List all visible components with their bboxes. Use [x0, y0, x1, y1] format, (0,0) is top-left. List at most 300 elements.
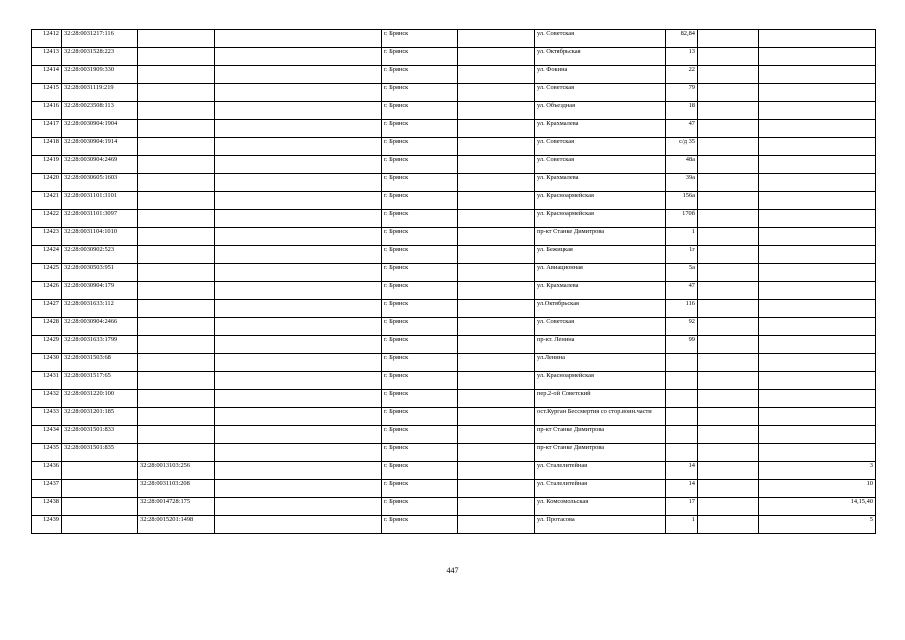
cadastral-number-cell — [62, 480, 138, 498]
row-number-cell: 12438 — [32, 498, 62, 516]
premises-cell — [759, 282, 876, 300]
table-row — [32, 120, 876, 138]
premises-cell — [759, 336, 876, 354]
street-cell: пр-кт Станке Димитрова — [535, 444, 666, 462]
city-cell: г. Брянск — [382, 318, 458, 336]
building-cadastral-cell — [138, 282, 215, 300]
premises-cell — [759, 390, 876, 408]
street-cell: пер.2-ой Советский — [535, 390, 666, 408]
cadastral-number-cell: 32:28:0031119:219 — [62, 84, 138, 102]
house-number-cell — [666, 372, 698, 390]
house-number-cell: 13 — [666, 48, 698, 66]
house-number-cell: 1 — [666, 516, 698, 534]
empty-cell — [215, 30, 382, 48]
cadastral-number-cell: 32:28:0031220:100 — [62, 390, 138, 408]
row-number-cell: 12416 — [32, 102, 62, 120]
empty-cell — [458, 336, 535, 354]
table-row — [32, 372, 876, 390]
building-cadastral-cell — [138, 120, 215, 138]
empty-cell — [698, 174, 759, 192]
table-row — [32, 408, 876, 426]
city-cell: г. Брянск — [382, 120, 458, 138]
house-number-cell: 1 — [666, 228, 698, 246]
city-cell: г. Брянск — [382, 48, 458, 66]
empty-cell — [458, 84, 535, 102]
city-cell: г. Брянск — [382, 480, 458, 498]
empty-cell — [698, 30, 759, 48]
table-row — [32, 462, 876, 480]
street-cell: ул.Октябрьская — [535, 300, 666, 318]
house-number-cell — [666, 408, 698, 426]
empty-cell — [458, 66, 535, 84]
table-row — [32, 318, 876, 336]
empty-cell — [458, 264, 535, 282]
empty-cell — [458, 246, 535, 264]
city-cell: г. Брянск — [382, 102, 458, 120]
row-number-cell: 12421 — [32, 192, 62, 210]
cadastral-number-cell: 32:28:0031217:116 — [62, 30, 138, 48]
street-cell: ул. Октябрьская — [535, 48, 666, 66]
house-number-cell: 156а — [666, 192, 698, 210]
empty-cell — [215, 138, 382, 156]
empty-cell — [698, 408, 759, 426]
premises-cell — [759, 318, 876, 336]
empty-cell — [458, 138, 535, 156]
row-number-cell: 12418 — [32, 138, 62, 156]
building-cadastral-cell — [138, 30, 215, 48]
house-number-cell — [666, 354, 698, 372]
row-number-cell: 12432 — [32, 390, 62, 408]
house-number-cell: 47 — [666, 120, 698, 138]
street-cell: ул. Крахмалева — [535, 120, 666, 138]
table-row — [32, 138, 876, 156]
building-cadastral-cell — [138, 444, 215, 462]
empty-cell — [698, 318, 759, 336]
street-cell: ул. Сталелитейная — [535, 480, 666, 498]
empty-cell — [698, 192, 759, 210]
premises-cell: 3 — [759, 462, 876, 480]
empty-cell — [458, 516, 535, 534]
empty-cell — [215, 300, 382, 318]
city-cell: г. Брянск — [382, 246, 458, 264]
empty-cell — [215, 408, 382, 426]
empty-cell — [698, 66, 759, 84]
empty-cell — [458, 390, 535, 408]
premises-cell — [759, 120, 876, 138]
empty-cell — [698, 372, 759, 390]
empty-cell — [215, 318, 382, 336]
cadastral-number-cell: 32:28:0031633:112 — [62, 300, 138, 318]
row-number-cell: 12420 — [32, 174, 62, 192]
empty-cell — [698, 120, 759, 138]
empty-cell — [698, 444, 759, 462]
premises-cell — [759, 102, 876, 120]
row-number-cell: 12412 — [32, 30, 62, 48]
table-row — [32, 498, 876, 516]
row-number-cell: 12431 — [32, 372, 62, 390]
premises-cell — [759, 444, 876, 462]
building-cadastral-cell — [138, 210, 215, 228]
empty-cell — [458, 120, 535, 138]
row-number-cell: 12434 — [32, 426, 62, 444]
cadastral-number-cell: 32:28:0031104:1010 — [62, 228, 138, 246]
street-cell: ул. Советская — [535, 30, 666, 48]
cadastral-number-cell: 32:28:0031501:835 — [62, 444, 138, 462]
cadastral-number-cell: 32:28:0023508:113 — [62, 102, 138, 120]
row-number-cell: 12424 — [32, 246, 62, 264]
empty-cell — [215, 264, 382, 282]
city-cell: г. Брянск — [382, 390, 458, 408]
empty-cell — [698, 138, 759, 156]
house-number-cell: 17 — [666, 498, 698, 516]
row-number-cell: 12419 — [32, 156, 62, 174]
house-number-cell: с/д 35 — [666, 138, 698, 156]
building-cadastral-cell — [138, 390, 215, 408]
empty-cell — [215, 156, 382, 174]
street-cell: пр-кт Станке Димитрова — [535, 228, 666, 246]
table-row — [32, 84, 876, 102]
premises-cell — [759, 228, 876, 246]
house-number-cell: 48а — [666, 156, 698, 174]
street-cell: ул. Фокина — [535, 66, 666, 84]
cadastral-number-cell: 32:28:0031528:223 — [62, 48, 138, 66]
house-number-cell: 116 — [666, 300, 698, 318]
house-number-cell: 99 — [666, 336, 698, 354]
empty-cell — [458, 30, 535, 48]
empty-cell — [698, 390, 759, 408]
cadastral-number-cell: 32:28:0031633:1799 — [62, 336, 138, 354]
city-cell: г. Брянск — [382, 192, 458, 210]
city-cell: г. Брянск — [382, 426, 458, 444]
row-number-cell: 12428 — [32, 318, 62, 336]
empty-cell — [215, 48, 382, 66]
cadastral-number-cell: 32:28:0030904:1914 — [62, 138, 138, 156]
premises-cell — [759, 372, 876, 390]
table-row — [32, 102, 876, 120]
empty-cell — [215, 102, 382, 120]
empty-cell — [698, 426, 759, 444]
empty-cell — [215, 426, 382, 444]
table-body — [32, 30, 876, 534]
street-cell: ул. Красноармейская — [535, 192, 666, 210]
table-row — [32, 516, 876, 534]
house-number-cell: 14 — [666, 480, 698, 498]
building-cadastral-cell — [138, 372, 215, 390]
empty-cell — [698, 480, 759, 498]
street-cell: ул. Бежицкая — [535, 246, 666, 264]
building-cadastral-cell: 32:28:0014728:175 — [138, 498, 215, 516]
city-cell: г. Брянск — [382, 228, 458, 246]
building-cadastral-cell — [138, 138, 215, 156]
premises-cell: 10 — [759, 480, 876, 498]
premises-cell — [759, 156, 876, 174]
premises-cell — [759, 210, 876, 228]
table-row — [32, 282, 876, 300]
premises-cell — [759, 48, 876, 66]
premises-cell: 5 — [759, 516, 876, 534]
city-cell: г. Брянск — [382, 354, 458, 372]
table-row — [32, 66, 876, 84]
table-row — [32, 390, 876, 408]
empty-cell — [698, 228, 759, 246]
row-number-cell: 12439 — [32, 516, 62, 534]
premises-cell — [759, 354, 876, 372]
street-cell: ул. Советская — [535, 318, 666, 336]
building-cadastral-cell — [138, 336, 215, 354]
city-cell: г. Брянск — [382, 498, 458, 516]
city-cell: г. Брянск — [382, 462, 458, 480]
table-row — [32, 174, 876, 192]
street-cell: ул. Крахмалева — [535, 282, 666, 300]
empty-cell — [215, 390, 382, 408]
house-number-cell: 47 — [666, 282, 698, 300]
street-cell: ул. Советская — [535, 156, 666, 174]
house-number-cell: 14 — [666, 462, 698, 480]
empty-cell — [698, 84, 759, 102]
row-number-cell: 12415 — [32, 84, 62, 102]
cadastral-number-cell: 32:28:0030904:1904 — [62, 120, 138, 138]
table-row — [32, 354, 876, 372]
city-cell: г. Брянск — [382, 408, 458, 426]
premises-cell: 14,15,40 — [759, 498, 876, 516]
table-row — [32, 336, 876, 354]
building-cadastral-cell — [138, 228, 215, 246]
table-row — [32, 426, 876, 444]
house-number-cell: 5а — [666, 264, 698, 282]
premises-cell — [759, 408, 876, 426]
cadastral-number-cell: 32:28:0031201:185 — [62, 408, 138, 426]
empty-cell — [458, 48, 535, 66]
building-cadastral-cell — [138, 426, 215, 444]
table-row — [32, 246, 876, 264]
empty-cell — [698, 462, 759, 480]
street-cell: ул.Ленина — [535, 354, 666, 372]
cadastral-number-cell: 32:28:0030904:2466 — [62, 318, 138, 336]
street-cell: пр-кт Станке Димитрова — [535, 426, 666, 444]
premises-cell — [759, 192, 876, 210]
building-cadastral-cell — [138, 354, 215, 372]
building-cadastral-cell: 32:28:0015201:1498 — [138, 516, 215, 534]
city-cell: г. Брянск — [382, 300, 458, 318]
city-cell: г. Брянск — [382, 444, 458, 462]
empty-cell — [215, 354, 382, 372]
table-row — [32, 264, 876, 282]
building-cadastral-cell — [138, 318, 215, 336]
empty-cell — [698, 156, 759, 174]
table-row — [32, 480, 876, 498]
page-number: 447 — [446, 566, 459, 575]
city-cell: г. Брянск — [382, 84, 458, 102]
row-number-cell: 12429 — [32, 336, 62, 354]
empty-cell — [458, 498, 535, 516]
city-cell: г. Брянск — [382, 30, 458, 48]
house-number-cell: 79 — [666, 84, 698, 102]
city-cell: г. Брянск — [382, 174, 458, 192]
building-cadastral-cell — [138, 174, 215, 192]
row-number-cell: 12413 — [32, 48, 62, 66]
cadastral-number-cell: 32:28:0031909:330 — [62, 66, 138, 84]
house-number-cell: 39а — [666, 174, 698, 192]
empty-cell — [698, 48, 759, 66]
building-cadastral-cell — [138, 192, 215, 210]
empty-cell — [215, 498, 382, 516]
cadastral-number-cell: 32:28:0031503:68 — [62, 354, 138, 372]
empty-cell — [458, 174, 535, 192]
cadastral-number-cell: 32:28:0030902:523 — [62, 246, 138, 264]
cadastral-number-cell: 32:28:0030503:951 — [62, 264, 138, 282]
premises-cell — [759, 138, 876, 156]
table-row — [32, 192, 876, 210]
premises-cell — [759, 30, 876, 48]
empty-cell — [458, 192, 535, 210]
empty-cell — [698, 210, 759, 228]
row-number-cell: 12427 — [32, 300, 62, 318]
building-cadastral-cell — [138, 156, 215, 174]
street-cell: ул. Крахмалева — [535, 174, 666, 192]
empty-cell — [215, 282, 382, 300]
table-row — [32, 30, 876, 48]
house-number-cell: 170б — [666, 210, 698, 228]
city-cell: г. Брянск — [382, 282, 458, 300]
empty-cell — [215, 192, 382, 210]
empty-cell — [458, 228, 535, 246]
table-row — [32, 210, 876, 228]
row-number-cell: 12426 — [32, 282, 62, 300]
empty-cell — [458, 102, 535, 120]
premises-cell — [759, 300, 876, 318]
row-number-cell: 12423 — [32, 228, 62, 246]
city-cell: г. Брянск — [382, 372, 458, 390]
city-cell: г. Брянск — [382, 138, 458, 156]
street-cell: ул. Протасова — [535, 516, 666, 534]
row-number-cell: 12437 — [32, 480, 62, 498]
row-number-cell: 12433 — [32, 408, 62, 426]
city-cell: г. Брянск — [382, 516, 458, 534]
premises-cell — [759, 84, 876, 102]
street-cell: ул. Авиационная — [535, 264, 666, 282]
premises-cell — [759, 426, 876, 444]
street-cell: ул. Советская — [535, 84, 666, 102]
empty-cell — [698, 336, 759, 354]
empty-cell — [698, 516, 759, 534]
premises-cell — [759, 66, 876, 84]
city-cell: г. Брянск — [382, 156, 458, 174]
empty-cell — [215, 66, 382, 84]
premises-cell — [759, 246, 876, 264]
empty-cell — [458, 426, 535, 444]
street-cell: ул. Объездная — [535, 102, 666, 120]
empty-cell — [215, 210, 382, 228]
empty-cell — [458, 354, 535, 372]
building-cadastral-cell — [138, 48, 215, 66]
empty-cell — [215, 228, 382, 246]
empty-cell — [215, 462, 382, 480]
house-number-cell: 82,84 — [666, 30, 698, 48]
street-cell: пр-кт. Ленина — [535, 336, 666, 354]
empty-cell — [458, 462, 535, 480]
city-cell: г. Брянск — [382, 210, 458, 228]
cadastral-number-cell: 32:28:0031101:3101 — [62, 192, 138, 210]
empty-cell — [215, 480, 382, 498]
row-number-cell: 12417 — [32, 120, 62, 138]
premises-cell — [759, 264, 876, 282]
empty-cell — [215, 84, 382, 102]
cadastral-number-cell: 32:28:0031101:3097 — [62, 210, 138, 228]
cadastral-number-cell: 32:28:0030904:2469 — [62, 156, 138, 174]
city-cell: г. Брянск — [382, 264, 458, 282]
row-number-cell: 12435 — [32, 444, 62, 462]
empty-cell — [698, 102, 759, 120]
city-cell: г. Брянск — [382, 66, 458, 84]
street-cell: ост.Курган Бессмертия со стор.воин.части — [535, 408, 666, 426]
empty-cell — [698, 246, 759, 264]
empty-cell — [458, 300, 535, 318]
cadastral-number-cell: 32:28:0031501:833 — [62, 426, 138, 444]
empty-cell — [215, 120, 382, 138]
empty-cell — [458, 210, 535, 228]
house-number-cell: 92 — [666, 318, 698, 336]
cadastral-number-cell — [62, 498, 138, 516]
house-number-cell: 22 — [666, 66, 698, 84]
empty-cell — [698, 498, 759, 516]
house-number-cell: 1г — [666, 246, 698, 264]
row-number-cell: 12422 — [32, 210, 62, 228]
empty-cell — [215, 174, 382, 192]
empty-cell — [458, 372, 535, 390]
street-cell: ул. Красноармейская — [535, 210, 666, 228]
register-table — [31, 29, 876, 534]
empty-cell — [215, 336, 382, 354]
empty-cell — [458, 408, 535, 426]
street-cell: ул. Комсомольская — [535, 498, 666, 516]
building-cadastral-cell: 32:28:0031103:208 — [138, 480, 215, 498]
building-cadastral-cell — [138, 264, 215, 282]
building-cadastral-cell: 32:28:0013103:256 — [138, 462, 215, 480]
cadastral-number-cell: 32:28:0030904:179 — [62, 282, 138, 300]
street-cell: ул. Советская — [535, 138, 666, 156]
table-row — [32, 156, 876, 174]
street-cell: ул. Сталелитейная — [535, 462, 666, 480]
premises-cell — [759, 174, 876, 192]
empty-cell — [458, 156, 535, 174]
empty-cell — [215, 444, 382, 462]
house-number-cell — [666, 444, 698, 462]
empty-cell — [458, 480, 535, 498]
table-row — [32, 228, 876, 246]
empty-cell — [458, 444, 535, 462]
cadastral-number-cell: 32:28:0031517:65 — [62, 372, 138, 390]
empty-cell — [458, 318, 535, 336]
empty-cell — [215, 516, 382, 534]
building-cadastral-cell — [138, 84, 215, 102]
cadastral-number-cell — [62, 516, 138, 534]
street-cell: ул. Красноармейская — [535, 372, 666, 390]
row-number-cell: 12436 — [32, 462, 62, 480]
building-cadastral-cell — [138, 300, 215, 318]
cadastral-number-cell — [62, 462, 138, 480]
empty-cell — [698, 300, 759, 318]
empty-cell — [698, 282, 759, 300]
table-row — [32, 48, 876, 66]
table-row — [32, 300, 876, 318]
building-cadastral-cell — [138, 102, 215, 120]
city-cell: г. Брянск — [382, 336, 458, 354]
building-cadastral-cell — [138, 408, 215, 426]
empty-cell — [698, 354, 759, 372]
house-number-cell — [666, 390, 698, 408]
row-number-cell: 12430 — [32, 354, 62, 372]
empty-cell — [698, 264, 759, 282]
